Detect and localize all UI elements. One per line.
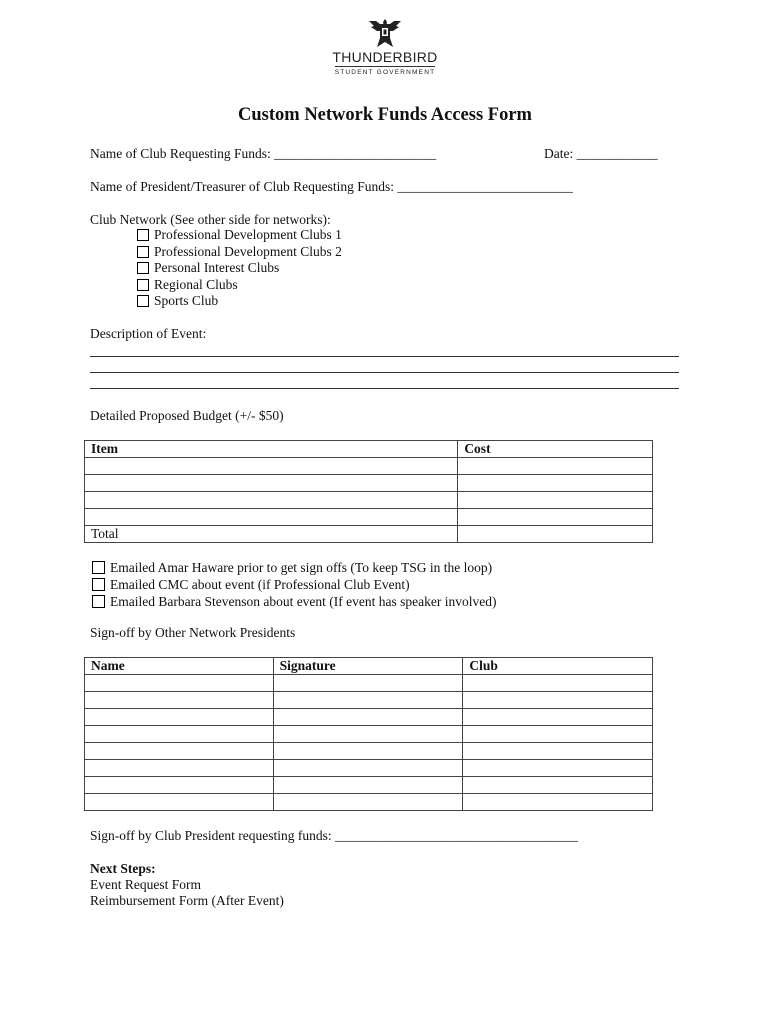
item-cell[interactable] bbox=[85, 458, 458, 475]
name-cell[interactable] bbox=[85, 794, 274, 811]
item-cell[interactable] bbox=[85, 475, 458, 492]
budget-label: Detailed Proposed Budget (+/- $50) bbox=[90, 408, 284, 423]
club-cell[interactable] bbox=[463, 675, 653, 692]
checkbox[interactable] bbox=[137, 262, 149, 274]
description-line[interactable] bbox=[90, 356, 679, 357]
table-row bbox=[85, 777, 653, 794]
table-row bbox=[85, 794, 653, 811]
logo-name: THUNDERBIRD bbox=[332, 49, 438, 65]
signature-header: Signature bbox=[273, 658, 463, 675]
club-network-option[interactable]: Regional Clubs bbox=[137, 277, 342, 294]
checkbox[interactable] bbox=[92, 561, 105, 574]
checkbox[interactable] bbox=[92, 578, 105, 591]
table-row bbox=[85, 692, 653, 709]
item-cell[interactable] bbox=[85, 492, 458, 509]
description-line[interactable] bbox=[90, 372, 679, 373]
table-row bbox=[85, 492, 653, 509]
signature-cell[interactable] bbox=[273, 709, 463, 726]
president-signoff-field[interactable]: Sign-off by Club President requesting funds: ____________________________________ bbox=[90, 828, 578, 843]
signoff-table bbox=[84, 657, 653, 811]
name-cell[interactable] bbox=[85, 760, 274, 777]
club-cell[interactable] bbox=[463, 760, 653, 777]
club-network-option[interactable]: Sports Club bbox=[137, 293, 342, 310]
table-header-row bbox=[85, 658, 653, 675]
total-label: Total bbox=[85, 526, 458, 543]
table-row bbox=[85, 709, 653, 726]
logo-divider bbox=[335, 66, 435, 67]
club-cell[interactable] bbox=[463, 743, 653, 760]
logo bbox=[300, 18, 470, 77]
president-field[interactable]: Name of President/Treasurer of Club Requesting Funds: __________________________ bbox=[90, 179, 573, 194]
club-network-options bbox=[137, 227, 342, 310]
club-network-option[interactable]: Personal Interest Clubs bbox=[137, 260, 342, 277]
description-label: Description of Event: bbox=[90, 326, 207, 341]
checkbox[interactable] bbox=[137, 229, 149, 241]
cost-header: Cost bbox=[458, 441, 653, 458]
cost-cell[interactable] bbox=[458, 458, 653, 475]
table-header-row bbox=[85, 441, 653, 458]
signature-cell[interactable] bbox=[273, 760, 463, 777]
total-row bbox=[85, 526, 653, 543]
next-step-item: Reimbursement Form (After Event) bbox=[90, 893, 284, 908]
logo-subtitle: STUDENT GOVERNMENT bbox=[334, 69, 436, 76]
signature-cell[interactable] bbox=[273, 675, 463, 692]
cost-cell[interactable] bbox=[458, 492, 653, 509]
club-cell[interactable] bbox=[463, 709, 653, 726]
name-cell[interactable] bbox=[85, 675, 274, 692]
checklist bbox=[92, 559, 496, 610]
budget-table bbox=[84, 440, 653, 543]
checkbox[interactable] bbox=[137, 295, 149, 307]
club-cell[interactable] bbox=[463, 794, 653, 811]
checklist-item[interactable]: Emailed Amar Haware prior to get sign offs (To keep TSG in the loop) bbox=[92, 559, 496, 576]
table-row bbox=[85, 458, 653, 475]
signature-cell[interactable] bbox=[273, 692, 463, 709]
name-cell[interactable] bbox=[85, 692, 274, 709]
table-row bbox=[85, 743, 653, 760]
club-cell[interactable] bbox=[463, 692, 653, 709]
item-cell[interactable] bbox=[85, 509, 458, 526]
checklist-item[interactable]: Emailed CMC about event (if Professional Club Event) bbox=[92, 576, 496, 593]
thunderbird-icon bbox=[368, 18, 402, 48]
cost-cell[interactable] bbox=[458, 475, 653, 492]
club-network-label: Club Network (See other side for networks): bbox=[90, 212, 331, 227]
item-header: Item bbox=[85, 441, 458, 458]
name-cell[interactable] bbox=[85, 709, 274, 726]
page-title: Custom Network Funds Access Form bbox=[238, 105, 532, 125]
signature-cell[interactable] bbox=[273, 777, 463, 794]
club-network-option[interactable]: Professional Development Clubs 2 bbox=[137, 244, 342, 261]
total-cost-cell[interactable] bbox=[458, 526, 653, 543]
signature-cell[interactable] bbox=[273, 726, 463, 743]
club-cell[interactable] bbox=[463, 726, 653, 743]
club-cell[interactable] bbox=[463, 777, 653, 794]
table-row bbox=[85, 675, 653, 692]
signature-cell[interactable] bbox=[273, 743, 463, 760]
checkbox[interactable] bbox=[137, 246, 149, 258]
table-row bbox=[85, 509, 653, 526]
club-name-field[interactable]: Name of Club Requesting Funds: ________________________ bbox=[90, 146, 437, 161]
name-cell[interactable] bbox=[85, 777, 274, 794]
table-row bbox=[85, 475, 653, 492]
table-row bbox=[85, 760, 653, 777]
next-steps-heading: Next Steps: bbox=[90, 861, 156, 876]
table-row bbox=[85, 726, 653, 743]
description-line[interactable] bbox=[90, 388, 679, 389]
cost-cell[interactable] bbox=[458, 509, 653, 526]
name-cell[interactable] bbox=[85, 726, 274, 743]
checkbox[interactable] bbox=[92, 595, 105, 608]
name-header: Name bbox=[85, 658, 274, 675]
club-header: Club bbox=[463, 658, 653, 675]
checklist-item[interactable]: Emailed Barbara Stevenson about event (If event has speaker involved) bbox=[92, 593, 496, 610]
signoff-network-label: Sign-off by Other Network Presidents bbox=[90, 625, 296, 640]
signature-cell[interactable] bbox=[273, 794, 463, 811]
club-network-option[interactable]: Professional Development Clubs 1 bbox=[137, 227, 342, 244]
date-field[interactable]: Date: ____________ bbox=[544, 146, 658, 161]
checkbox[interactable] bbox=[137, 279, 149, 291]
next-step-item: Event Request Form bbox=[90, 877, 201, 892]
name-cell[interactable] bbox=[85, 743, 274, 760]
